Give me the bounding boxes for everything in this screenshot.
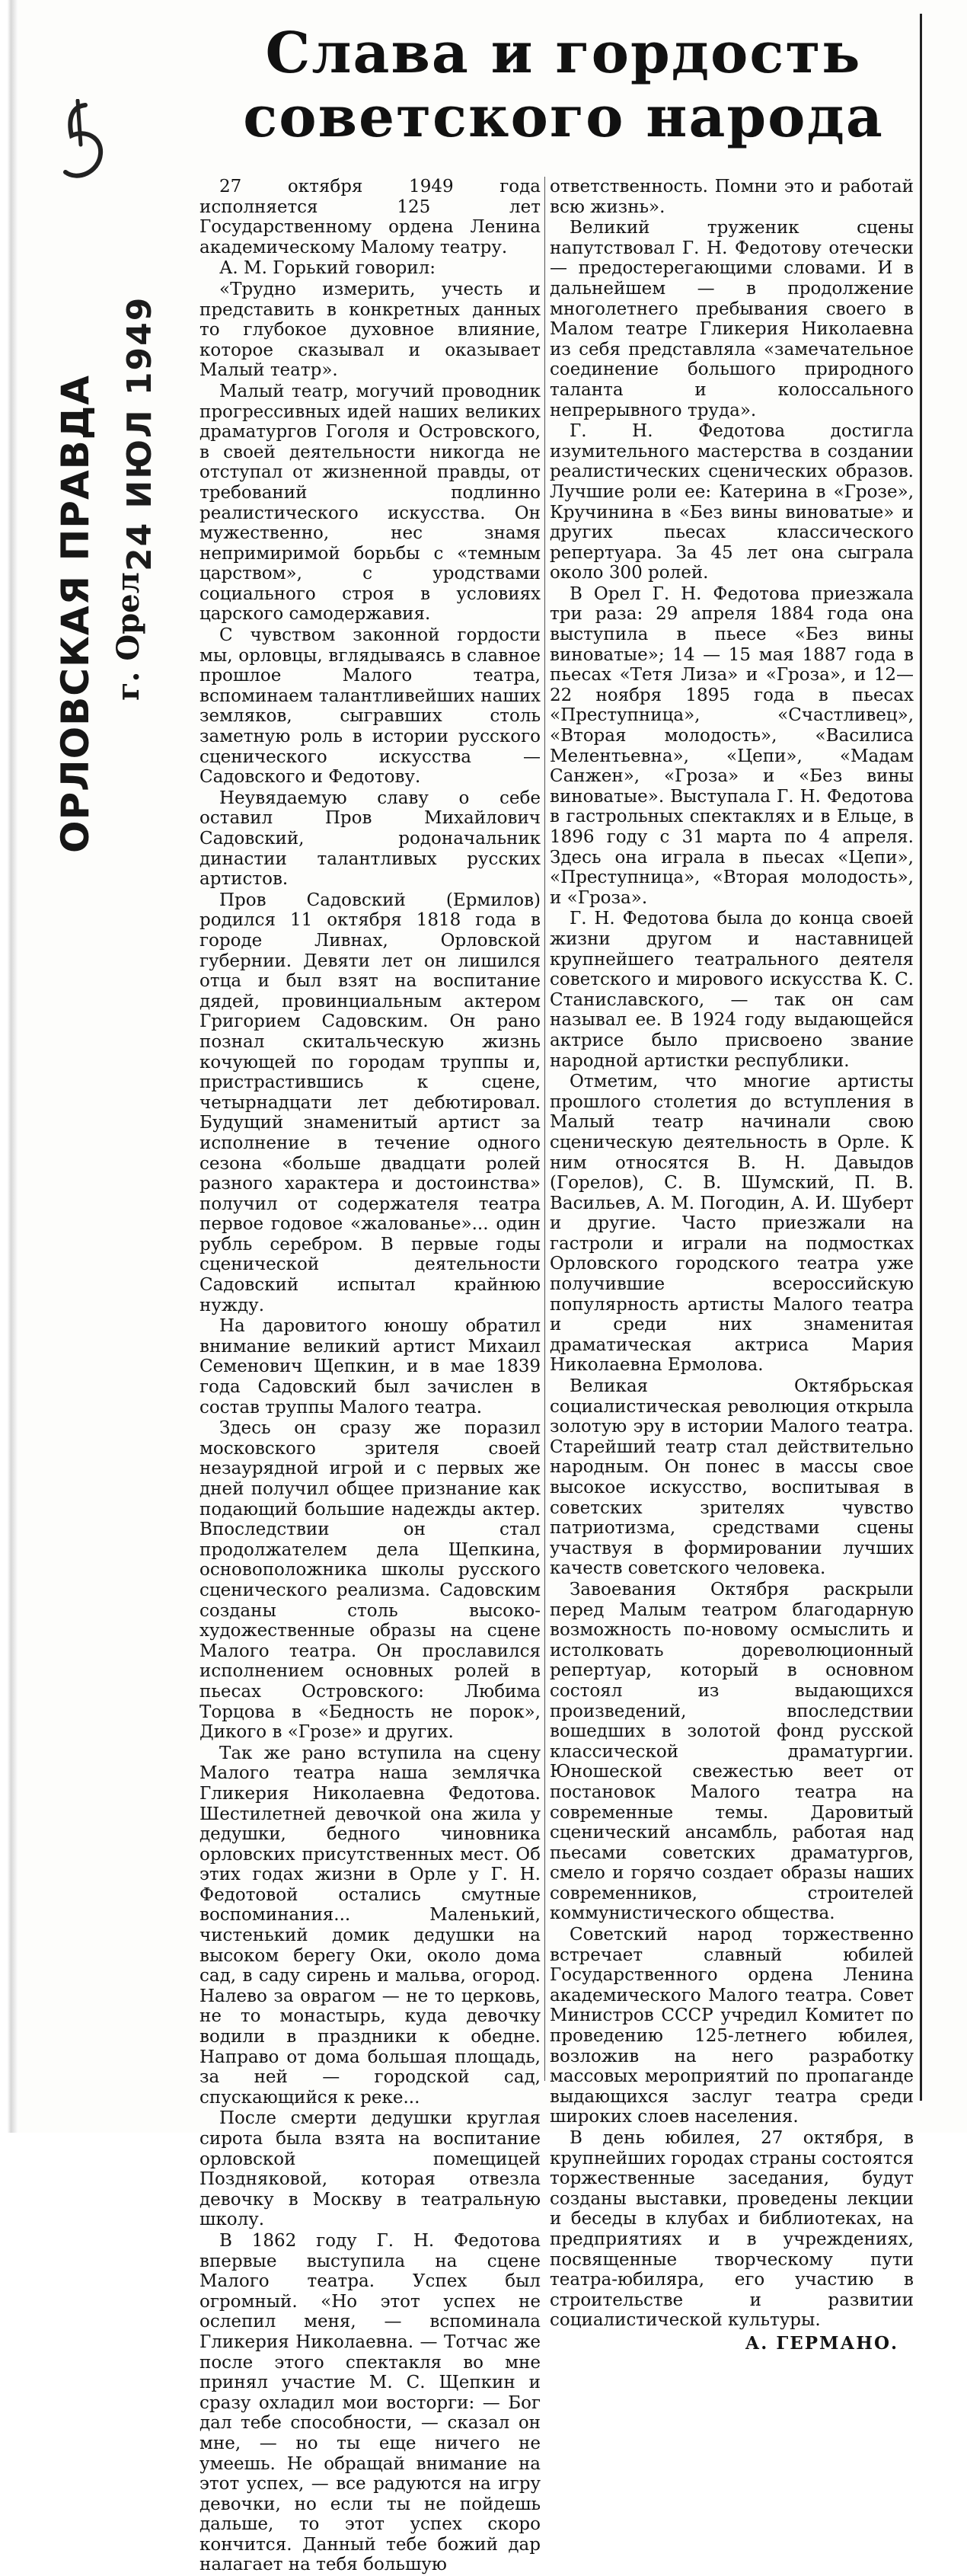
paragraph: На даровитого юношу обратил внимание великий артист Михаил Семенович Щепкин, и в мае 1839 года Садовский был зачислен в состав труппы Малого театра. [199, 1316, 541, 1417]
paragraph: Советский народ торжественно встречает славный юбилей Государственного ордена Ленина академического Малого театра. Совет Министров СССР учредил Комитет по проведению 125-летнего юбилея, возложив на него разработку массовых мероприятий по пропаганде выдающихся заслуг театра среди широких слоев населения. [550, 1925, 914, 2127]
column-divider [544, 177, 545, 2081]
paragraph: Великая Октябрьская социалистическая революция открыла золотую эру в истории Малого театра. Старейший театр стал действительно народным. Он понес в массы свое высокое искусство, воспитывая в советских зрителях чувство патриотизма, средствами сцены участвуя в формировании лучших качеств советского человека. [550, 1376, 914, 1579]
paragraph: Неувядаемую славу о себе оставил Пров Михайлович Садовский, родоначальник династии талантливых русских артистов. [199, 788, 541, 890]
stamp-city: г. Орел [110, 572, 146, 701]
paragraph: Г. Н. Федотова была до конца своей жизни другом и наставницей крупнейшего театрального деятеля советского и мирового искусства К. С. Станиславского, — так он сам называл ее. В 1924 году выдающейся актрисе было присвоено звание народной артистки республики. [550, 909, 914, 1071]
paragraph: Г. Н. Федотова достигла изумительного мастерства в создании реалистических сценических образов. Лучшие роли ее: Катерина в «Грозе», Кручинина в «Без вины виноватые» и других пьесах классического репертуара. За 45 лет она сыграла около 300 ролей. [550, 421, 914, 583]
paragraph: Так же рано вступила на сцену Малого театра наша землячка Гликерия Николаевна Федотова. Шестилетней девочкой она жила у дедушки, бедного чиновника орловских присутственных мест. Об этих годах жизни в Орле у Г. Н. Федотовой остались смутные воспоминания... Маленький, чистенький домик дедушки на высоком берегу Оки, около дома сад, в саду сирень и мальва, огород. Налево за оврагом — не то церковь, не то монастырь, куда девочку водили в праздники к обедне. Направо от дома большая площадь, за ней — городской сад, спускающийся к реке... [199, 1743, 541, 2108]
paragraph: Завоевания Октября раскрыли перед Малым театром благодарную возможность по-новому осмыслить и истолковать дореволюционный репертуар, который в основном состоял из выдающихся произведений, впоследствии вошедших в золотой фонд русской классической драматургии. Юношеской свежестью веет от постановок Малого театра на современные темы. Даровитый сценический ансамбль, работая над пьесами советских драматургов, смело и горячо создает образы наших современников, строителей коммунистического общества. [550, 1579, 914, 1924]
paragraph: Пров Садовский (Ермилов) родился 11 октября 1818 года в городе Ливнах, Орловской губернии. Девяти лет он лишился отца и был взят на воспитание дядей, провинциальным актером Григорием Садовским. Он рано познал скитальческую жизнь кочующей по городам труппы и, пристрастившись к сцене, четырнадцати лет дебютировал. Будущий знаменитый артист за исполнение в течение одного сезона «больше двадцати ролей разного характера и достоинства» получил от содержателя театра первое годовое «жалованье»... один рубль серебром. В первые годы сценической деятельности Садовский испытал крайнюю нужду. [199, 890, 541, 1315]
paragraph: После смерти дедушки круглая сирота была взята на воспитание орловской помещицей Поздняковой, которая отвезла девочку в Москву в театральную школу. [199, 2108, 541, 2230]
article-column-1 [199, 177, 541, 2576]
stamp-newspaper-name: ОРЛОВСКАЯ ПРАВДА [53, 375, 97, 853]
paragraph: А. М. Горький говорил: [219, 258, 436, 279]
handwritten-mark-text: 5 [55, 99, 56, 100]
paragraph: 27 октября 1949 года исполняется 125 лет Государственному ордена Ленина академическому Малому театру. [199, 177, 541, 257]
paragraph: Здесь он сразу же поразил московского зрителя своей незаурядной игрой и с первых же дней получил общее признание как подающий большие надежды актер. Впоследствии он стал продолжателем дела Щепкина, основоположника школы русского сценического реализма. Садовским созданы столь высоко-художественные образы на сцене Малого театра. Он прославился исполнением основных ролей в пьесах Островского: Любима Торцова в «Бедность не порок», Дикого в «Грозе» и других. [199, 1418, 541, 1743]
handwritten-five-icon [55, 99, 116, 190]
paragraph: В Орел Г. Н. Федотова приезжала три раза: 29 апреля 1884 года она выступила в пьесе «Без вины виноватые»; 14 — 15 мая 1887 года в пьесах «Тетя Лиза» и «Гроза», и 12—22 ноября 1895 года в пьесах «Преступница», «Счастливец», «Вторая молодость», «Василиса Мелентьевна», «Цепи», «Мадам Санжен», «Гроза» и «Без вины виноватые». Выступала Г. Н. Федотова в гастрольных спектаклях и в Ельце, в 1896 году с 31 марта по 4 апреля. Здесь она играла в пьесах «Цепи», «Преступница», «Вторая молодость», и «Гроза». [550, 583, 914, 908]
author-signature: А. ГЕРМАНО. [745, 2332, 898, 2354]
paragraph: В 1862 году Г. Н. Федотова впервые выступила на сцене Малого театра. Успех был огромный. «Но этот успех не ослепил меня, — вспоминала Гликерия Николаевна. — Тотчас же после этого спектакля во мне принял участие М. С. Щепкин и сразу охладил мои восторги: — Бог дал тебе способности, — сказал он мне, — но ты еще ничего не умеешь. Не обращай внимание на этот успех, — все радуются на игру девочки, но если ты не пойдешь дальше, то этот успех скоро кончится. Данный тебе божий дар налагает на тебя большую [199, 2230, 541, 2575]
headline-line-1: Слава и гордость [265, 21, 862, 86]
headline-line-2: советского народа [243, 85, 884, 150]
clipping-edge [0, 0, 18, 2133]
column-rule-right [920, 14, 922, 2101]
paragraph: Отметим, что многие артисты прошлого столетия до вступления в Малый театр начинали свою сценическую деятельность в Орле. К ним относятся В. Н. Давыдов (Горелов), С. В. Шумский, П. В. Васильев, А. М. Погодин, А. И. Шуберт и другие. Часто приезжали на гастроли и играли на подмостках Орловского городского театра уже получившие всероссийскую популярность артисты Малого театра и среди них знаменитая драматическая актриса Мария Николаевна Ермолова. [550, 1072, 914, 1376]
paragraph: Великий труженик сцены напутствовал Г. Н. Федотову отечески — предостерегающими словами. И в дальнейшем — в продолжение многолетнего пребывания своего в Малом театре Гликерия Николаевна из себя представляла «замечательное соединение большого природного таланта и колоссального непрерывного труда». [550, 218, 914, 420]
paragraph: Малый театр, могучий проводник прогрессивных идей наших великих драматургов Гоголя и Островского, в своей деятельности никогда не отступал от жизненной правды, от требований подлинно реалистического искусства. Он мужественно, нес знамя непримиримой борьбы с «темным царством», с уродствами социального строя в условиях царского самодержавия. [199, 381, 541, 625]
newspaper-stamp [30, 274, 183, 853]
paragraph: В день юбилея, 27 октября, в крупнейших городах страны состоятся торжественные заседания, будут созданы выставки, проведены лекции и беседы в клубах и библиотеках, на предприятиях и в учреждениях, посвященные творческому пути театра-юбиляра, его участию в строительстве и развитии социалистической культуры. [550, 2128, 914, 2331]
paragraph: С чувством законной гордости мы, орловцы, вглядываясь в славное прошлое Малого театра, вспоминаем талантливейших наших земляков, сыгравших столь заметную роль в истории русского сценического искусства — Садовского и Федотову. [199, 625, 541, 788]
paragraph: «Трудно измерить, учесть и представить в конкретных данных то глубокое духовное влияние, которое сказывал и оказывает Малый театр». [199, 279, 541, 381]
article-headline [213, 21, 914, 149]
stamp-date: 24 ИЮЛ 1949 [120, 296, 159, 571]
article-column-2 [550, 177, 914, 2354]
paragraph: ответственность. Помни это и работай всю жизнь». [550, 177, 914, 217]
